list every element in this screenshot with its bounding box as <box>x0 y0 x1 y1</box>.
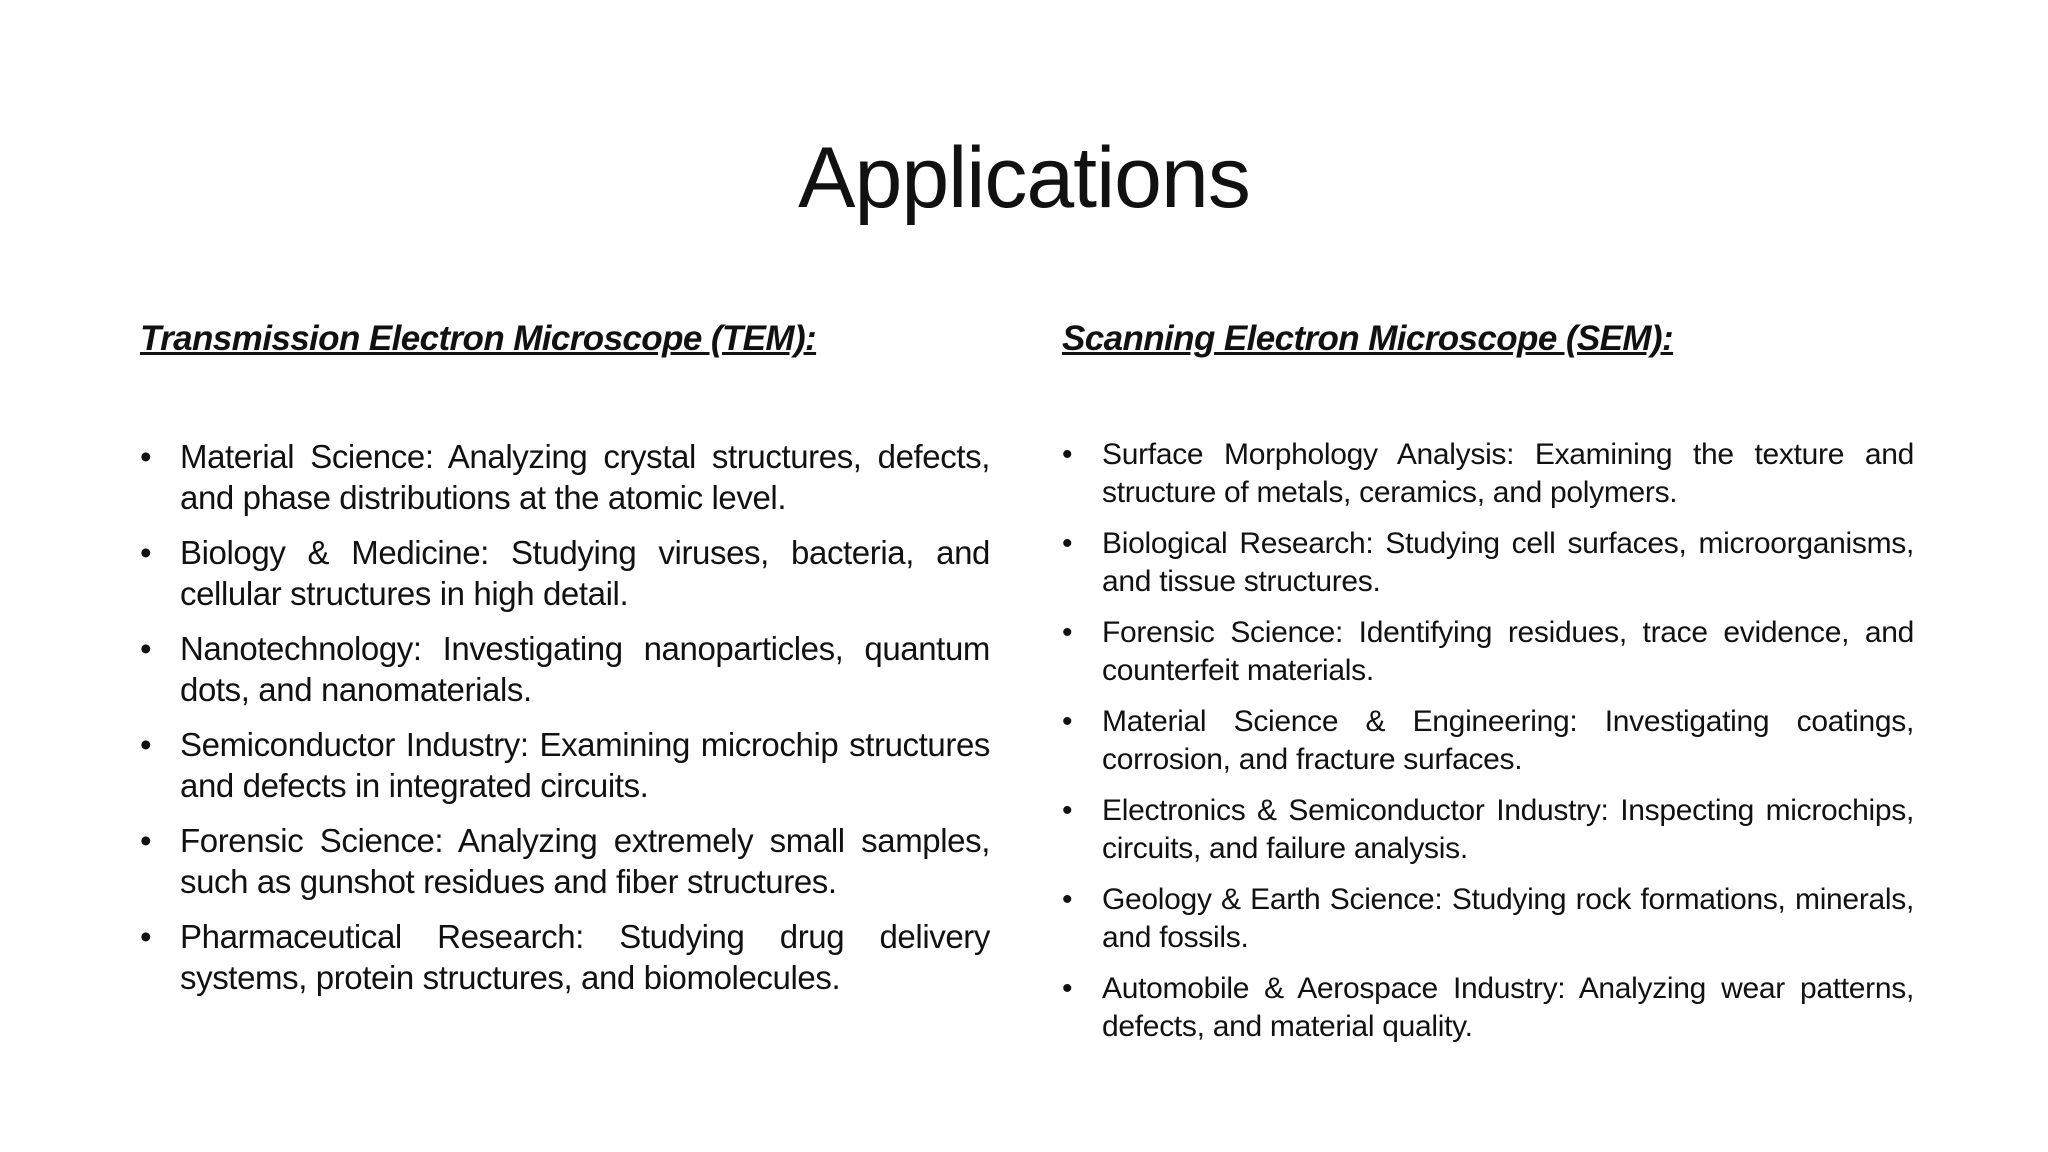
sem-bullet-item <box>1062 525 1914 601</box>
bullet-text: Material Science: Analyzing crystal structures, defects, and phase distributions at the atomic level. <box>180 438 990 516</box>
tem-column <box>140 316 990 1012</box>
bullet-text: Forensic Science: Identifying residues, trace evidence, and counterfeit materials. <box>1102 616 1914 687</box>
sem-column <box>1062 316 1914 1059</box>
bullet-text: Semiconductor Industry: Examining microchip structures and defects in integrated circuits. <box>180 726 990 804</box>
bullet-marker: • <box>1062 616 1073 649</box>
bullet-text: Surface Morphology Analysis: Examining the texture and structure of metals, ceramics, and polymers. <box>1102 438 1914 509</box>
bullet-marker: • <box>1062 705 1073 738</box>
sem-heading: Scanning Electron Microscope (SEM): <box>1062 319 1674 358</box>
tem-bullet-item <box>140 532 990 614</box>
tem-bullet-item <box>140 628 990 710</box>
sem-bullet-item <box>1062 436 1914 512</box>
bullet-text: Biology & Medicine: Studying viruses, bacteria, and cellular structures in high detail. <box>180 534 990 612</box>
sem-bullet-item <box>1062 614 1914 690</box>
tem-bullet-item <box>140 436 990 518</box>
sem-bullet-item <box>1062 703 1914 779</box>
bullet-marker: • <box>140 918 152 955</box>
bullet-marker: • <box>1062 794 1073 827</box>
bullet-marker: • <box>140 822 152 859</box>
tem-bullet-item <box>140 820 990 902</box>
bullet-marker: • <box>1062 972 1073 1005</box>
bullet-marker: • <box>1062 527 1073 560</box>
tem-bullet-item <box>140 724 990 806</box>
bullet-text: Geology & Earth Science: Studying rock formations, minerals, and fossils. <box>1102 883 1914 954</box>
bullet-text: Automobile & Aerospace Industry: Analyzing wear patterns, defects, and material quality. <box>1102 972 1914 1043</box>
bullet-text: Forensic Science: Analyzing extremely small samples, such as gunshot residues and fiber structures. <box>180 822 990 900</box>
slide-title: Applications <box>798 130 1250 226</box>
sem-bullet-item <box>1062 970 1914 1046</box>
bullet-text: Material Science & Engineering: Investigating coatings, corrosion, and fracture surfaces. <box>1102 705 1914 776</box>
sem-bullet-item <box>1062 881 1914 957</box>
bullet-marker: • <box>140 534 152 571</box>
bullet-text: Pharmaceutical Research: Studying drug delivery systems, protein structures, and biomolecules. <box>180 918 990 996</box>
bullet-text: Biological Research: Studying cell surfaces, microorganisms, and tissue structures. <box>1102 527 1914 598</box>
bullet-marker: • <box>140 438 152 475</box>
bullet-text: Electronics & Semiconductor Industry: Inspecting microchips, circuits, and failure analysis. <box>1102 794 1914 865</box>
tem-heading: Transmission Electron Microscope (TEM): <box>140 319 817 358</box>
tem-bullet-list <box>140 436 990 998</box>
sem-bullet-item <box>1062 792 1914 868</box>
bullet-text: Nanotechnology: Investigating nanoparticles, quantum dots, and nanomaterials. <box>180 630 990 708</box>
tem-bullet-item <box>140 916 990 998</box>
bullet-marker: • <box>1062 438 1073 471</box>
bullet-marker: • <box>140 630 152 667</box>
bullet-marker: • <box>1062 883 1073 916</box>
bullet-marker: • <box>140 726 152 763</box>
sem-bullet-list <box>1062 436 1914 1046</box>
